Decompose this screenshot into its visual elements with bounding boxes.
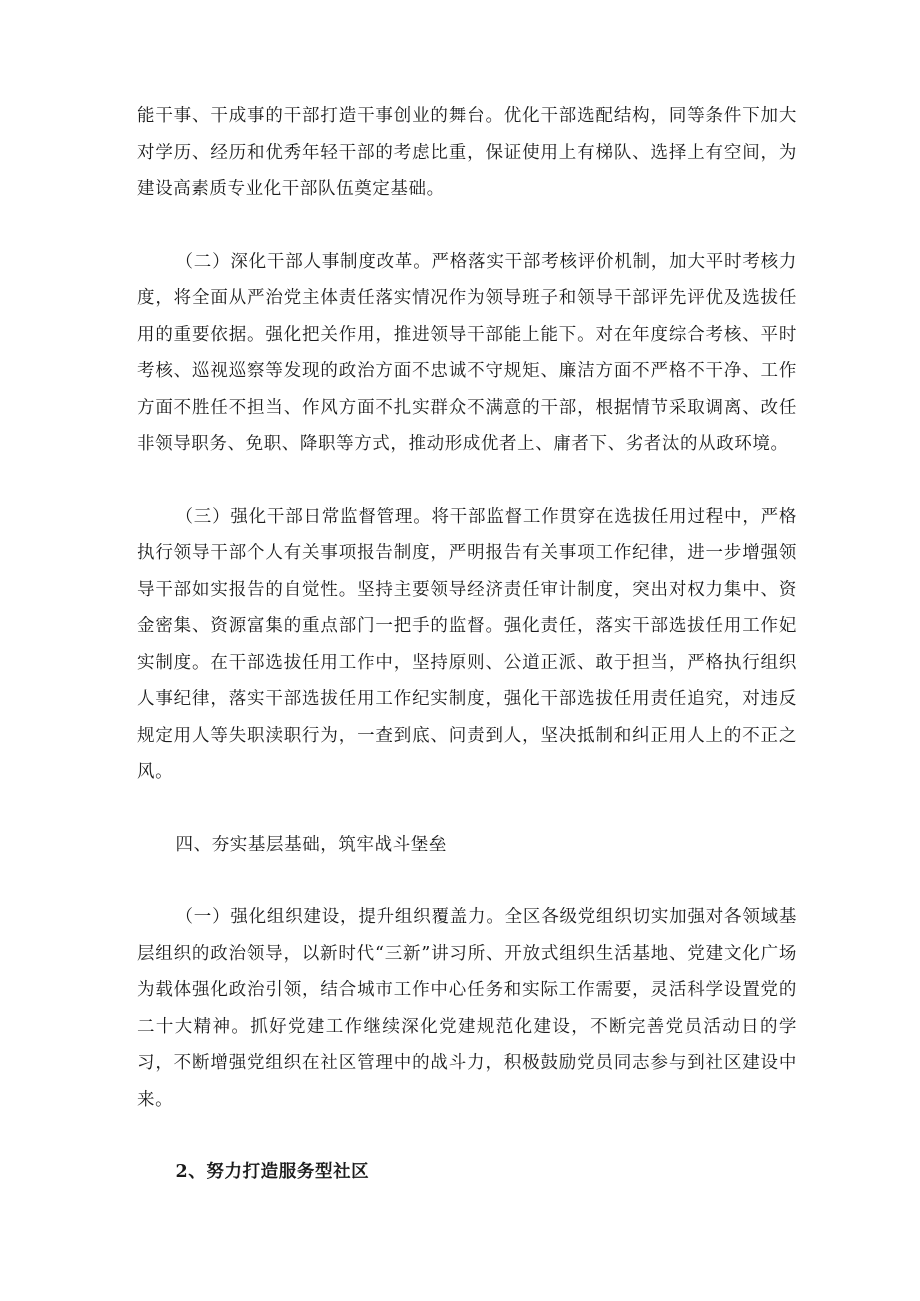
paragraph-section-4-1: （一）强化组织建设，提升组织覆盖力。全区各级党组织切实加强对各领域基层组织的政治领导，以新时代“三新”讲习所、开放式组织生活基地、党建文化广场为载体强化政治引领，结合城市工作中心任务和实际工作需要，灵活科学设置党的二十大精神。抓好党建工作继续深化党建规范化建设，不断完善党员活动日的学习，不断增强党组织在社区管理中的战斗力，积极鼓励党员同志参与到社区建设中来。 [137, 907, 797, 1110]
paragraph-section-2: （二）深化干部人事制度改革。严格落实干部考核评价机制，加大平时考核力度，将全面从严治党主体责任落实情况作为领导班子和领导干部评先评优及选拔任用的重要依据。强化把关作用，推进领导干部能上能下。对在年度综合考核、平时考核、巡视巡察等发现的政治方面不忠诚不守规矩、廉洁方面不严格不干净、工作方面不胜任不担当、作风方面不扎实群众不满意的干部，根据情节采取调离、改任非领导职务、免职、降职等方式，推动形成优者上、庸者下、劣者汰的从政环境。 [137, 251, 797, 454]
subheading-item-2: 2、努力打造服务型社区 [175, 1162, 370, 1182]
paragraph-continuation: 能干事、干成事的干部打造干事创业的舞台。优化干部选配结构，同等条件下加大对学历、经历和优秀年轻干部的考虑比重，保证使用上有梯队、选择上有空间，为建设高素质专业化干部队伍奠定基础。 [137, 106, 797, 199]
paragraph-section-3: （三）强化干部日常监督管理。将干部监督工作贯穿在选拔任用过程中，严格执行领导干部个人有关事项报告制度，严明报告有关事项工作纪律，进一步增强领导干部如实报告的自觉性。坚持主要领导经济责任审计制度，突出对权力集中、资金密集、资源富集的重点部门一把手的监督。强化责任，落实干部选拔任用工作妃实制度。在干部选拔任用工作中，坚持原则、公道正派、敢于担当，严格执行组织人事纪律，落实干部选拔任用工作纪实制度，强化干部选拔任用责任追究，对违反规定用人等失职渎职行为，一查到底、问责到人，坚决抵制和纠正用人上的不正之风。 [137, 506, 797, 782]
section-heading-4: 四、夯实基层基础，筑牢战斗堡垒 [175, 834, 447, 855]
document-body [137, 98, 797, 1191]
